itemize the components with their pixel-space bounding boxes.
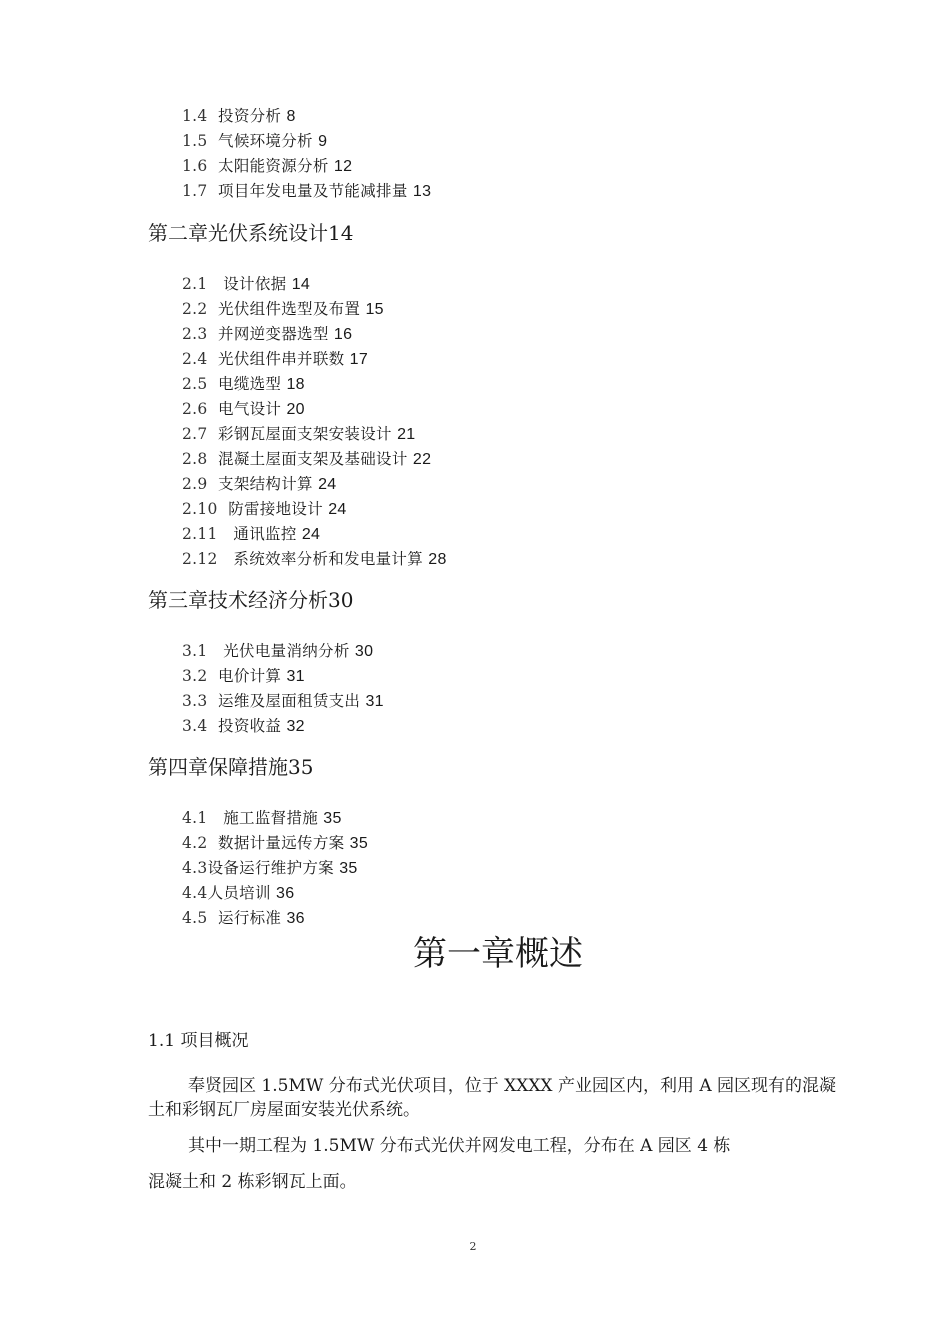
toc-entry-text: 彩钢瓦屋面支架安装设计 <box>218 425 392 443</box>
body-paragraph: 奉贤园区 1.5MW 分布式光伏项目，位于 XXXX 产业园区内，利用 A 园区现有的混凝土和彩钢瓦厂房屋面安装光伏系统。 <box>148 1076 837 1120</box>
toc-entry-number: 2.11 <box>182 525 218 543</box>
toc-entry-text: 太阳能资源分析 <box>218 157 329 175</box>
toc-entry-number: 2.1 <box>182 275 208 293</box>
toc-entry-1-6[interactable] <box>182 156 352 177</box>
section-heading: 1.1 项目概况 <box>148 1031 249 1051</box>
toc-entry-2-11[interactable] <box>182 524 320 545</box>
toc-entry-number: 4.1 <box>182 809 208 827</box>
toc-entry-page: 28 <box>428 551 447 568</box>
toc-entry-4-1[interactable] <box>182 808 342 829</box>
toc-entry-page: 16 <box>333 326 353 343</box>
toc-chapter-page: 30 <box>328 588 354 612</box>
toc-entry-text: 电缆选型 <box>218 375 282 393</box>
toc-entry-number: 1.6 <box>182 157 208 175</box>
toc-entry-number: 2.3 <box>182 325 208 343</box>
page-number: 2 <box>469 1240 477 1253</box>
toc-entry-text: 光伏组件选型及布置 <box>218 300 361 318</box>
toc-entry-1-7[interactable] <box>182 181 431 202</box>
toc-entry-number: 1.5 <box>182 132 208 150</box>
toc-chapter-page: 14 <box>328 221 354 245</box>
toc-entry-number: 2.6 <box>182 400 208 418</box>
toc-chapter-text: 第二章光伏系统设计 <box>148 221 328 245</box>
toc-entry-1-4[interactable] <box>182 106 296 127</box>
toc-entry-text: 投资收益 <box>218 717 282 735</box>
toc-entry-2-3[interactable] <box>182 324 352 345</box>
toc-entry-text: 混凝土屋面支架及基础设计 <box>218 450 408 468</box>
toc-entry-page: 13 <box>412 183 432 200</box>
toc-entry-text: 电气设计 <box>218 400 282 418</box>
toc-entry-page: 32 <box>286 718 305 735</box>
toc-entry-3-3[interactable] <box>182 691 384 712</box>
toc-entry-page: 15 <box>365 301 384 318</box>
toc-entry-page: 30 <box>354 643 374 660</box>
toc-entry-text: 系统效率分析和发电量计算 <box>228 550 424 568</box>
toc-entry-2-6[interactable] <box>182 399 305 420</box>
toc-entry-page: 36 <box>286 910 305 927</box>
toc-entry-text: 光伏组件串并联数 <box>218 350 345 368</box>
toc-entry-text: 并网逆变器选型 <box>218 325 329 343</box>
toc-entry-4-4[interactable] <box>182 883 294 904</box>
toc-entry-text: 设计依据 <box>218 275 287 293</box>
toc-entry-number: 2.9 <box>182 475 208 493</box>
toc-chapter-text: 第三章技术经济分析 <box>148 588 328 612</box>
toc-entry-text: 人员培训 <box>207 884 271 902</box>
toc-chapter-4[interactable] <box>148 754 313 780</box>
toc-entry-text: 气候环境分析 <box>218 132 313 150</box>
toc-entry-number: 2.7 <box>182 425 208 443</box>
toc-chapter-text: 第四章保障措施 <box>148 755 288 779</box>
toc-entry-2-9[interactable] <box>182 474 336 495</box>
toc-entry-number: 2.8 <box>182 450 208 468</box>
toc-entry-text: 光伏电量消纳分析 <box>218 642 350 660</box>
toc-entry-page: 17 <box>349 351 369 368</box>
toc-entry-text: 投资分析 <box>218 107 282 125</box>
toc-entry-page: 36 <box>276 885 295 902</box>
toc-entry-page: 8 <box>286 108 296 125</box>
toc-entry-text: 项目年发电量及节能减排量 <box>218 182 408 200</box>
toc-entry-4-5[interactable] <box>182 908 305 929</box>
toc-entry-page: 14 <box>291 276 311 293</box>
toc-entry-number: 2.4 <box>182 350 208 368</box>
toc-entry-4-3[interactable] <box>182 858 358 879</box>
toc-entry-number: 4.4 <box>182 884 208 902</box>
toc-entry-1-5[interactable] <box>182 131 327 152</box>
toc-entry-page: 21 <box>397 426 416 443</box>
toc-entry-number: 2.10 <box>182 500 218 518</box>
toc-chapter-page: 35 <box>288 755 314 779</box>
toc-entry-number: 2.12 <box>182 550 218 568</box>
toc-entry-text: 设备运行维护方案 <box>207 859 334 877</box>
toc-entry-number: 4.2 <box>182 834 208 852</box>
toc-entry-2-5[interactable] <box>182 374 305 395</box>
toc-entry-number: 3.1 <box>182 642 208 660</box>
toc-entry-2-1[interactable] <box>182 274 310 295</box>
toc-entry-2-2[interactable] <box>182 299 384 320</box>
toc-entry-page: 31 <box>286 668 305 685</box>
toc-entry-number: 3.3 <box>182 692 208 710</box>
toc-entry-3-4[interactable] <box>182 716 305 737</box>
toc-entry-number: 4.5 <box>182 909 208 927</box>
toc-entry-number: 3.2 <box>182 667 208 685</box>
toc-entry-page: 9 <box>318 133 328 150</box>
toc-entry-text: 防雷接地设计 <box>228 500 323 518</box>
toc-entry-2-7[interactable] <box>182 424 415 445</box>
toc-entry-page: 24 <box>301 526 321 543</box>
toc-entry-text: 支架结构计算 <box>218 475 313 493</box>
body-paragraph-line: 其中一期工程为 1.5MW 分布式光伏并网发电工程，分布在 A 园区 4 栋 <box>188 1136 731 1156</box>
toc-entry-4-2[interactable] <box>182 833 368 854</box>
toc-entry-number: 2.2 <box>182 300 208 318</box>
toc-entry-number: 2.5 <box>182 375 208 393</box>
toc-chapter-3[interactable] <box>148 587 353 613</box>
toc-entry-3-2[interactable] <box>182 666 305 687</box>
toc-entry-text: 运维及屋面租赁支出 <box>218 692 361 710</box>
toc-entry-number: 3.4 <box>182 717 208 735</box>
chapter-title: 第一章概述 <box>413 934 583 974</box>
toc-entry-number: 1.7 <box>182 182 208 200</box>
toc-entry-page: 20 <box>286 401 305 418</box>
toc-entry-text: 数据计量远传方案 <box>218 834 345 852</box>
toc-entry-page: 22 <box>412 451 432 468</box>
toc-entry-2-10[interactable] <box>182 499 347 520</box>
toc-entry-text: 运行标准 <box>218 909 282 927</box>
toc-entry-page: 12 <box>333 158 353 175</box>
toc-entry-page: 35 <box>349 835 369 852</box>
toc-entry-2-4[interactable] <box>182 349 368 370</box>
toc-entry-2-8[interactable] <box>182 449 431 470</box>
body-paragraph-line: 混凝土和 2 栋彩钢瓦上面。 <box>148 1172 357 1192</box>
toc-entry-text: 电价计算 <box>218 667 282 685</box>
toc-entry-3-1[interactable] <box>182 641 373 662</box>
toc-entry-page: 24 <box>328 501 347 518</box>
toc-entry-2-12[interactable] <box>182 549 447 570</box>
toc-entry-text: 施工监督措施 <box>218 809 319 827</box>
toc-chapter-2[interactable] <box>148 220 353 246</box>
toc-entry-page: 35 <box>323 810 342 827</box>
toc-entry-page: 24 <box>318 476 337 493</box>
toc-entry-page: 35 <box>339 860 358 877</box>
toc-entry-page: 18 <box>286 376 305 393</box>
toc-entry-number: 1.4 <box>182 107 208 125</box>
toc-entry-page: 31 <box>365 693 384 710</box>
toc-entry-text: 通讯监控 <box>228 525 297 543</box>
toc-entry-number: 4.3 <box>182 859 208 877</box>
